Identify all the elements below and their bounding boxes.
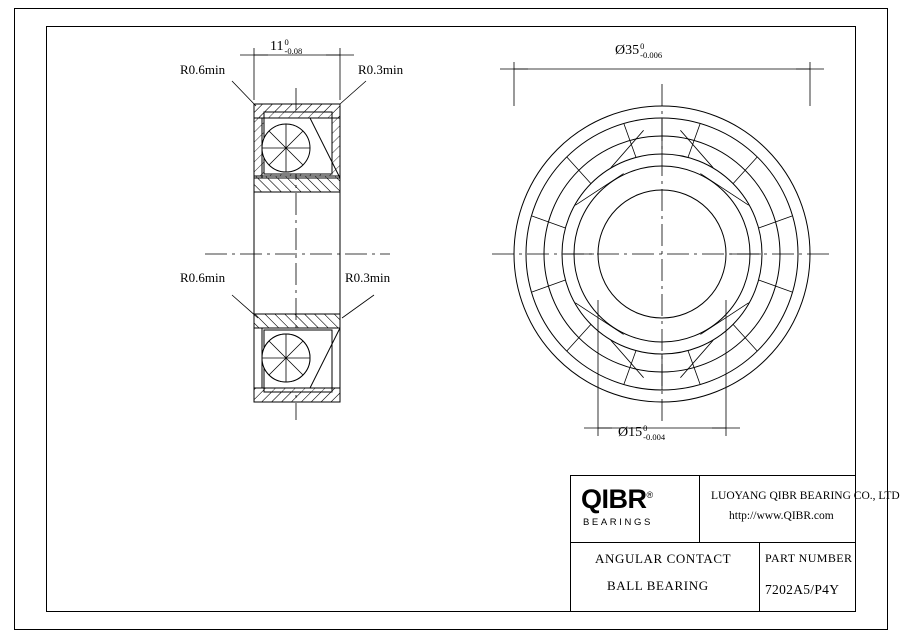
callout-top-right: R0.3min [358, 62, 404, 77]
bore-tol-upper: 0 [643, 423, 648, 433]
bore-tol-lower: -0.004 [643, 431, 666, 442]
part-number-cell [759, 542, 855, 611]
description-line-2: BALL BEARING [607, 578, 709, 593]
callout-top-left: R0.6min [180, 62, 226, 77]
qibr-logo [581, 486, 653, 528]
title-block-header [571, 476, 900, 543]
registered-mark-icon: ® [646, 490, 653, 500]
logo-cell [571, 476, 700, 542]
logo-text: QIBR® [581, 484, 653, 514]
title-block [570, 475, 900, 611]
width-tol-upper: 0 [284, 37, 289, 47]
company-cell [699, 476, 900, 542]
outer-diameter-dimension: Ø35 0 -0.006 [615, 41, 663, 60]
bore-diameter-dimension: Ø15 0 -0.004 [618, 423, 666, 442]
company-name: LUOYANG QIBR BEARING CO., LTD [711, 490, 900, 502]
product-description-cell [571, 542, 760, 611]
width-tol-lower: -0.08 [284, 45, 303, 56]
section-width-dimension: 11 0 -0.08 [270, 37, 303, 56]
callout-bottom-right: R0.3min [345, 270, 391, 285]
callout-bottom-left: R0.6min [180, 270, 226, 285]
part-number-value: 7202A5/P4Y [765, 582, 840, 597]
title-block-body [571, 542, 855, 611]
company-website[interactable]: http://www.QIBR.com [729, 510, 834, 522]
part-number-label: PART NUMBER [765, 551, 853, 565]
description-line-1: ANGULAR CONTACT [595, 551, 732, 566]
od-tol-lower: -0.006 [640, 49, 663, 60]
logo-subtitle: BEARINGS [583, 517, 653, 528]
od-tol-upper: 0 [640, 41, 645, 51]
